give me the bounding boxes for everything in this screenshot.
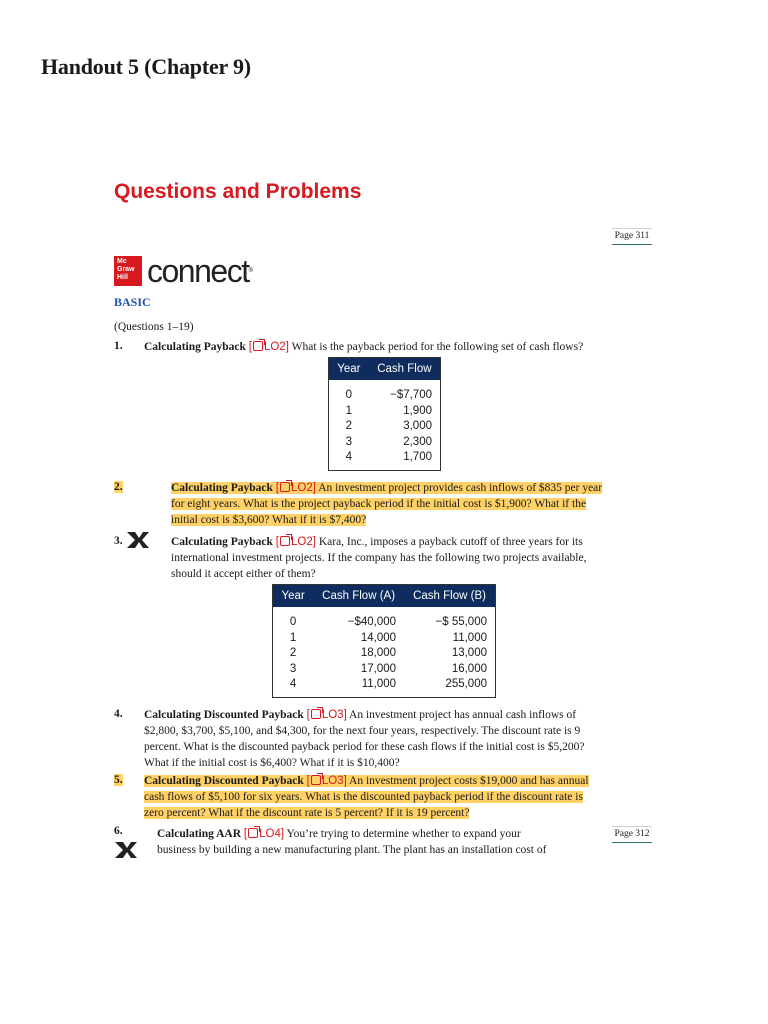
q4-lo-label: LO3 [321, 709, 344, 721]
external-link-icon [248, 828, 258, 838]
cash-flow-a-cell: 11,000 [361, 678, 397, 690]
logo-text-hill: Hill [117, 274, 128, 281]
q3-lo-link[interactable]: [ LO2] [275, 536, 316, 548]
page-marker-311: Page 311 [612, 228, 652, 245]
q3-lo-label: LO2 [291, 536, 313, 548]
cash-flow-b-cell: −$ 55,000 [435, 616, 487, 628]
q4-line1: An investment project has annual cash inflows of [349, 709, 577, 721]
q6-lo-label: LO4 [259, 828, 281, 840]
q1-title: Calculating Payback [144, 341, 246, 353]
q6-title: Calculating AAR [157, 828, 242, 840]
year-cell: 3 [345, 435, 353, 448]
table-row [329, 404, 441, 420]
cash-flow-cell: 2,300 [403, 435, 432, 448]
section-title: Questions and Problems [114, 180, 362, 203]
q1-cash-flow-table [328, 357, 441, 471]
q5-title: Calculating Discounted Payback [144, 775, 304, 787]
q5-lo-link[interactable]: [ LO3] [306, 775, 347, 787]
q3-number: 3. [114, 535, 123, 547]
q5-text [144, 773, 654, 821]
cash-flow-b-cell: 11,000 [452, 631, 487, 644]
q3-header-year: Year [273, 585, 314, 608]
q3-line2: international investment projects. If the company has the following two projects available, [171, 552, 587, 564]
cash-flow-cell: −$7,700 [390, 389, 432, 401]
table-row [273, 607, 496, 631]
q1-lo-link[interactable]: [ LO2] [248, 341, 289, 353]
cash-flow-cell: 1,900 [403, 404, 432, 417]
cash-flow-a-cell: −$40,000 [347, 616, 397, 628]
q4-line4: What if the initial cost is $6,400? What if it is $10,400? [144, 757, 400, 769]
q4-number: 4. [114, 708, 123, 720]
connect-wordmark [147, 253, 253, 289]
q2-number-text: 2. [114, 481, 123, 493]
table-row [329, 435, 441, 451]
cash-flow-a-cell: 17,000 [360, 662, 397, 675]
cash-flow-a-cell: 14,000 [360, 631, 397, 644]
q5-line1: An investment project costs $19,000 and has annual [349, 775, 589, 787]
q1-number: 1. [114, 340, 123, 352]
external-link-icon [311, 709, 321, 719]
questions-range: (Questions 1–19) [114, 321, 194, 333]
q4-line3: percent. What is the discounted payback period for these cash flows if the initial cost is $5,200? [144, 741, 585, 753]
trademark: ® [248, 268, 253, 274]
year-cell: 1 [345, 404, 353, 417]
q2-line1: An investment project provides cash inflows of $835 per year [318, 482, 603, 494]
q6-number: 6. [114, 825, 123, 837]
q4-title: Calculating Discounted Payback [144, 709, 304, 721]
q3-line3: should it accept either of them? [171, 568, 316, 580]
year-cell: 0 [289, 616, 297, 628]
q1-header-year: Year [329, 358, 369, 381]
year-cell: 3 [289, 662, 297, 675]
q3-header-cash-flow-b: Cash Flow (B) [404, 585, 495, 608]
table-row [329, 450, 441, 470]
q5-line3: zero percent? What if the discount rate is 5 percent? If it is 19 percent? [144, 807, 470, 819]
q2-line3: initial cost is $3,600? What if it is $7,400? [171, 514, 367, 526]
q4-text [144, 707, 654, 771]
q1-header-cash-flow: Cash Flow [369, 358, 441, 381]
cash-flow-a-cell: 18,000 [360, 647, 397, 659]
handout-title: Handout 5 (Chapter 9) [41, 54, 251, 79]
q3-cash-flow-table [272, 584, 496, 698]
table-row [273, 662, 496, 678]
q5-lo-label: LO3 [321, 775, 344, 787]
table-row [329, 380, 441, 404]
q2-number [114, 481, 123, 493]
q1-body: What is the payback period for the following set of cash flows? [291, 341, 584, 353]
table-row [329, 419, 441, 435]
excel-x-icon [114, 840, 138, 860]
external-link-icon [280, 482, 290, 492]
year-cell: 2 [345, 420, 353, 432]
q3-header-cash-flow-a: Cash Flow (A) [313, 585, 404, 608]
q4-line2: $2,800, $3,700, $5,100, and $4,300, for the next four years, respectively. The discount rate is 9 [144, 725, 581, 737]
q6-line1: You’re trying to determine whether to expand your [286, 828, 521, 840]
table-row [273, 646, 496, 662]
external-link-icon [253, 341, 263, 351]
q1-lo-label: LO2 [264, 341, 286, 353]
cash-flow-cell: 1,700 [403, 451, 432, 463]
page-marker-312: Page 312 [612, 826, 652, 843]
q1-text [144, 339, 583, 355]
excel-x-icon [126, 530, 150, 550]
cash-flow-b-cell: 16,000 [451, 662, 487, 675]
mcgraw-hill-logo [114, 256, 142, 286]
q2-lo-label: LO2 [291, 482, 313, 494]
connect-logo [114, 254, 253, 288]
cash-flow-b-cell: 13,000 [451, 647, 487, 659]
q2-lo-link[interactable]: [ LO2] [275, 482, 316, 494]
logo-text-graw: Graw [117, 266, 135, 273]
q2-text [171, 480, 651, 528]
q4-lo-link[interactable]: [ LO3] [306, 709, 347, 721]
q3-line1: Kara, Inc., imposes a payback cutoff of three years for its [318, 536, 583, 548]
year-cell: 4 [345, 451, 353, 463]
q2-title: Calculating Payback [171, 482, 273, 494]
q5-number-text: 5. [114, 774, 123, 786]
connect-text: connect [147, 253, 249, 289]
q5-number [114, 774, 123, 786]
table-row [273, 631, 496, 647]
year-cell: 0 [345, 389, 353, 401]
year-cell: 1 [289, 631, 297, 644]
year-cell: 4 [289, 678, 297, 690]
q2-line2: for eight years. What is the project payback period if the initial cost is $1,900? What if the [171, 498, 587, 510]
q5-line2: cash flows of $5,100 for six years. What is the discounted payback period if the discount rate is [144, 791, 583, 803]
q6-text [157, 826, 607, 858]
year-cell: 2 [289, 647, 297, 659]
q3-title: Calculating Payback [171, 536, 273, 548]
logo-text-mc: Mc [117, 258, 127, 265]
cash-flow-cell: 3,000 [403, 420, 432, 432]
external-link-icon [280, 536, 290, 546]
q3-text [171, 534, 651, 582]
table-row [273, 677, 496, 697]
q6-line2: business by building a new manufacturing plant. The plant has an installation cost of [157, 844, 547, 856]
basic-label: BASIC [114, 295, 151, 309]
q6-lo-link[interactable]: [ LO4] [243, 828, 285, 840]
external-link-icon [311, 775, 321, 785]
cash-flow-b-cell: 255,000 [445, 678, 487, 690]
